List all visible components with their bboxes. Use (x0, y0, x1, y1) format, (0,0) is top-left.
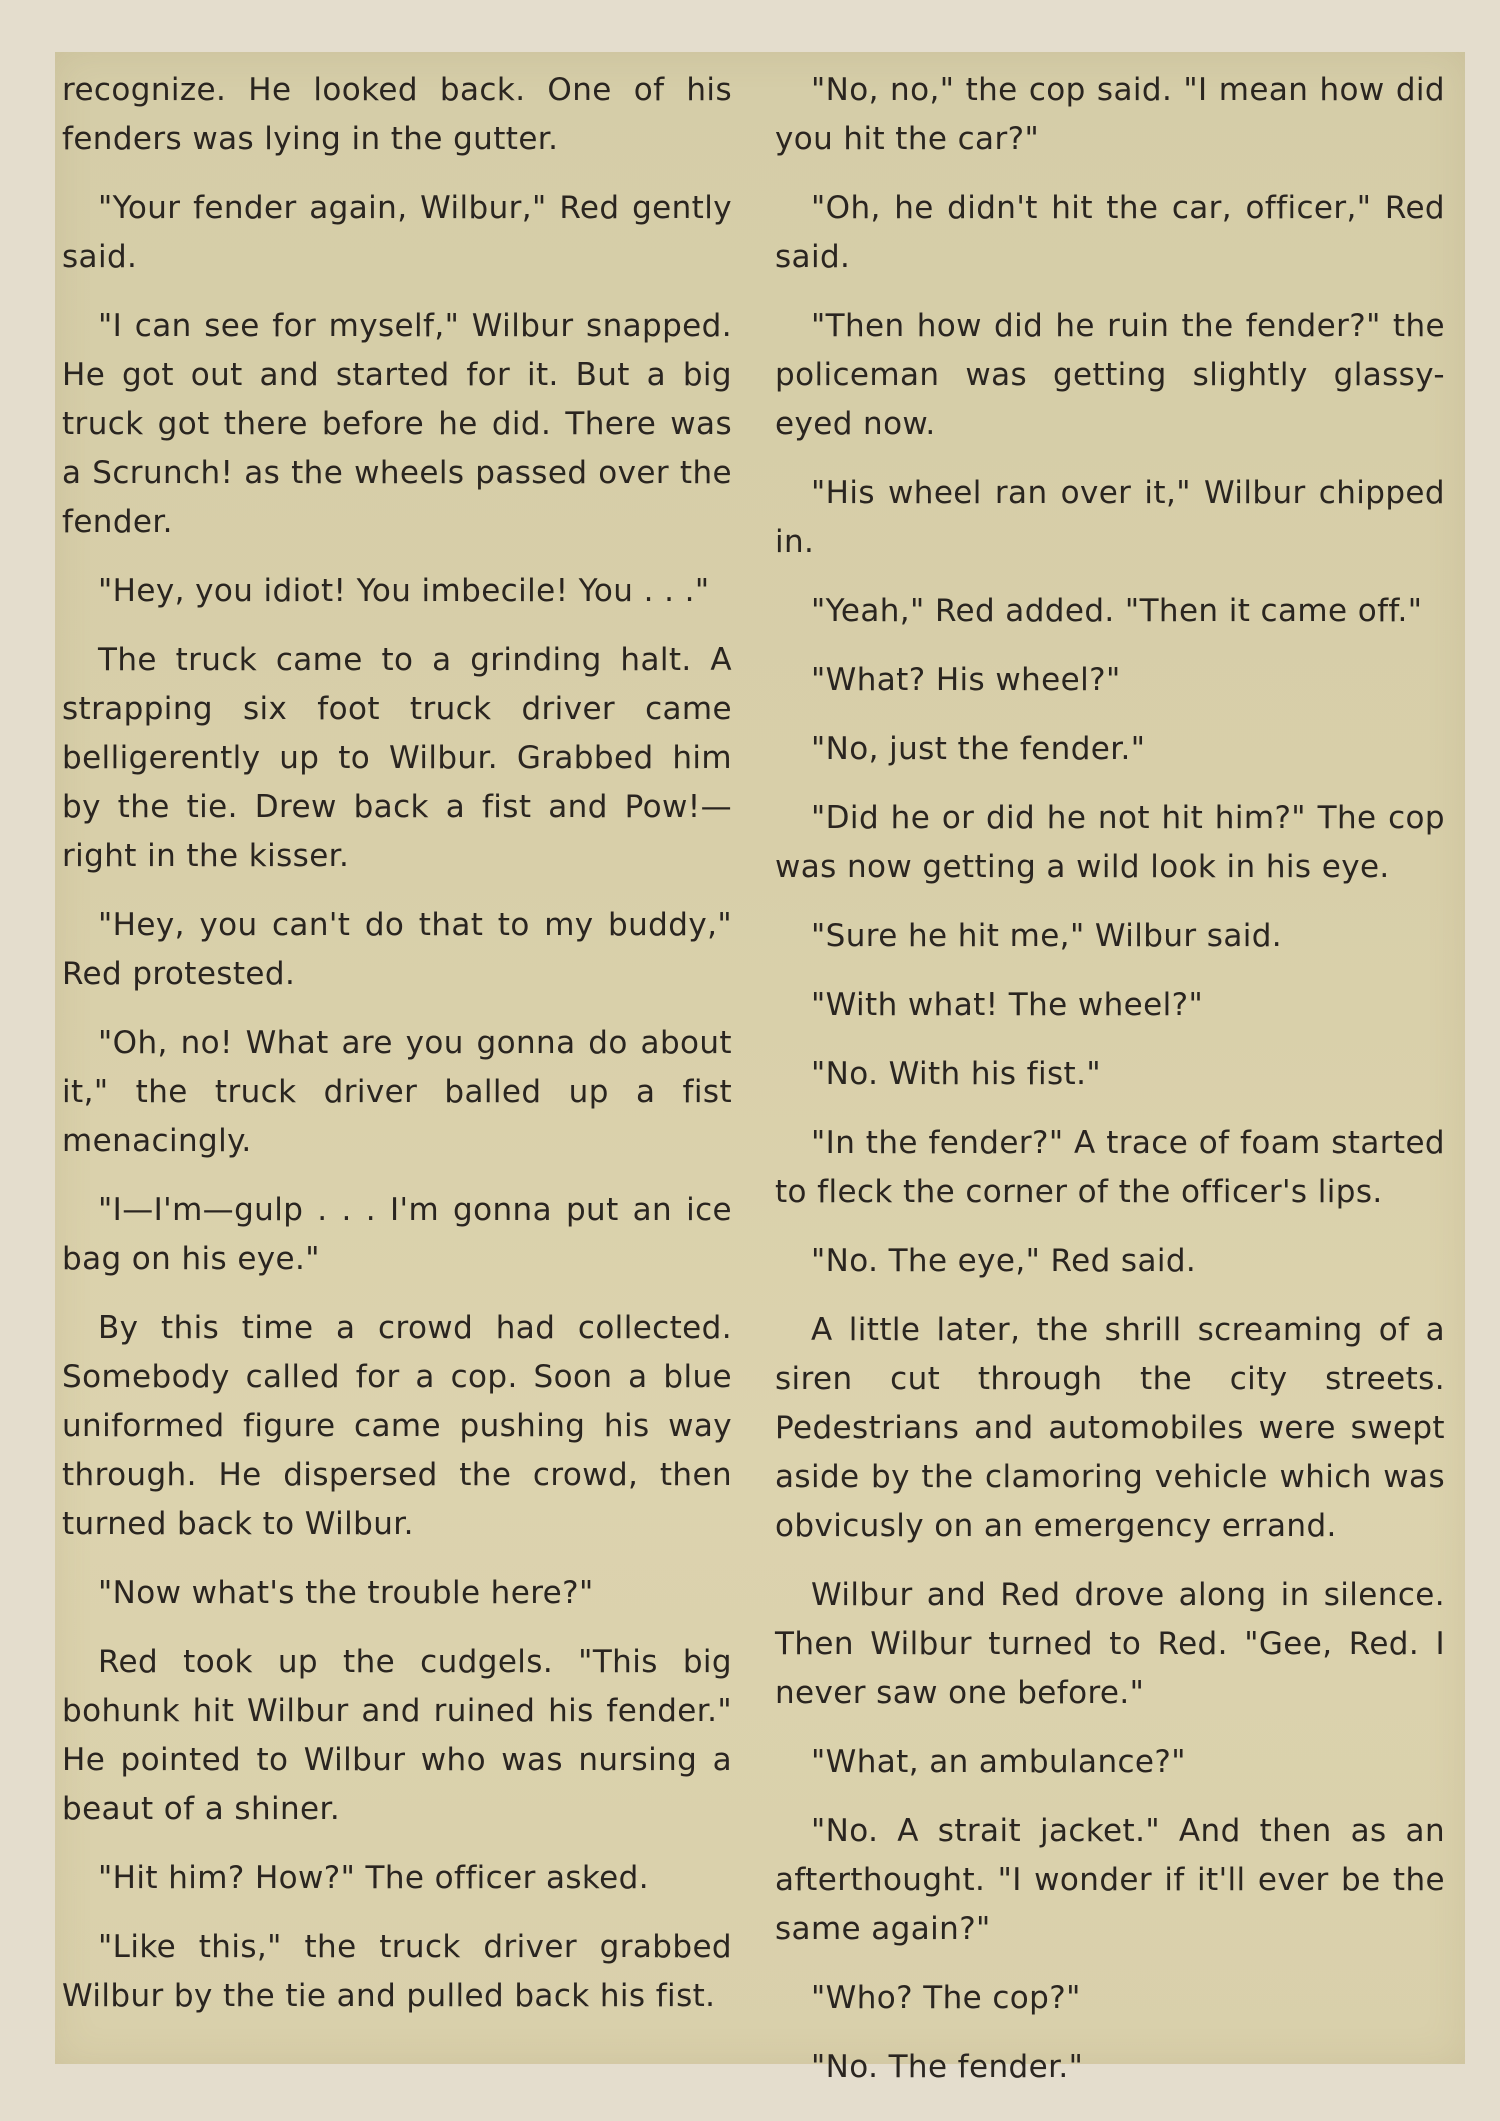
paragraph: The truck came to a grinding halt. A strapping six foot truck driver came belligerently up to Wilbur. Grabbed him by the tie. Drew back a fist and Pow!—right in the kisser. (62, 642, 732, 874)
paragraph: "No, just the fender." (811, 731, 1146, 767)
paragraph: "His wheel ran over it," Wilbur chipped in. (775, 475, 1445, 560)
paragraph: "What? His wheel?" (811, 662, 1121, 698)
paragraph: "In the fender?" A trace of foam started to fleck the corner of the officer's lips. (775, 1125, 1445, 1210)
paragraph: "Oh, no! What are you gonna do about it," the truck driver balled up a fist menacingly. (62, 1025, 732, 1159)
paragraph: "With what! The wheel?" (811, 987, 1204, 1023)
paragraph: "Who? The cop?" (811, 1980, 1081, 2016)
paragraph: "Now what's the trouble here?" (98, 1575, 594, 1611)
paragraph: "Oh, he didn't hit the car, officer," Red said. (775, 190, 1445, 275)
paragraph: "Hit him? How?" The officer asked. (98, 1860, 649, 1896)
paragraph: "I can see for myself," Wilbur snapped. He got out and started for it. But a big truck got there before he did. There was a Scrunch! as the wheels passed over the fender. (62, 308, 732, 540)
paragraph: "No. The eye," Red said. (811, 1243, 1197, 1279)
paragraph: "What, an ambulance?" (811, 1744, 1186, 1780)
paragraph: Wilbur and Red drove along in silence. Then Wilbur turned to Red. "Gee, Red. I never saw one before." (775, 1577, 1445, 1711)
paragraph: "Yeah," Red added. "Then it came off." (811, 593, 1423, 629)
paragraph: "Did he or did he not hit him?" The cop was now getting a wild look in his eye. (775, 800, 1445, 885)
paragraph: "Like this," the truck driver grabbed Wilbur by the tie and pulled back his fist. (62, 1929, 732, 2014)
paragraph: By this time a crowd had collected. Somebody called for a cop. Soon a blue uniformed figure came pushing his way through. He dispersed the crowd, then turned back to Wilbur. (62, 1310, 732, 1542)
paragraph: "Sure he hit me," Wilbur said. (811, 918, 1283, 954)
print-area (55, 52, 1465, 2085)
paragraph: "No. With his fist." (811, 1056, 1102, 1092)
paragraph: "I—I'm—gulp . . . I'm gonna put an ice bag on his eye." (62, 1192, 732, 1277)
right-column (775, 66, 1445, 2112)
paragraph: recognize. He looked back. One of his fenders was lying in the gutter. (62, 72, 732, 157)
paragraph: "No. The fender." (811, 2049, 1084, 2085)
paragraph: "No, no," the cop said. "I mean how did you hit the car?" (775, 72, 1445, 157)
paragraph: Red took up the cudgels. "This big bohunk hit Wilbur and ruined his fender." He pointed to Wilbur who was nursing a beaut of a shiner. (62, 1644, 732, 1827)
paragraph: "Hey, you can't do that to my buddy," Red protested. (62, 907, 732, 992)
paragraph: "Your fender again, Wilbur," Red gently said. (62, 190, 732, 275)
paragraph: "Then how did he ruin the fender?" the policeman was getting slightly glassy-eyed now. (775, 308, 1445, 442)
paragraph: A little later, the shrill screaming of a siren cut through the city streets. Pedestrians and automobiles were swept aside by the clamoring vehicle which was obvicusly on an emergency errand. (775, 1312, 1445, 1544)
left-column (62, 66, 732, 2041)
paragraph: "Hey, you idiot! You imbecile! You . . ." (98, 573, 710, 609)
paragraph: "No. A strait jacket." And then as an afterthought. "I wonder if it'll ever be the same again?" (775, 1813, 1445, 1947)
